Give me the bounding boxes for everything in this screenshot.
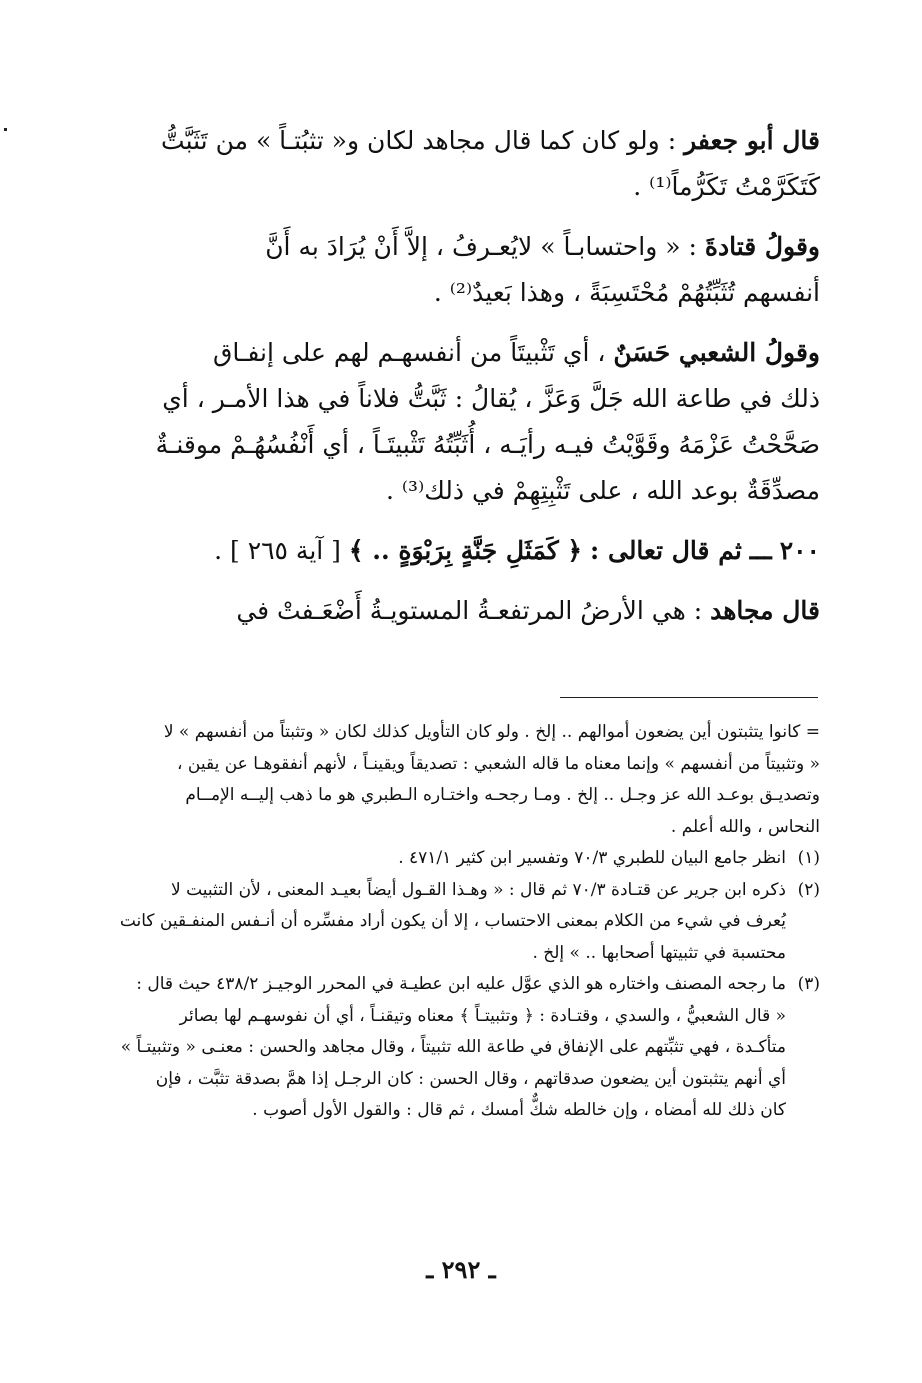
paragraph-shabi (80, 330, 820, 514)
paragraph-abu-jafar (80, 118, 820, 210)
footnote-line: يُعرف في شيء من الكلام بمعنى الاحتساب ، إلا أن يكون أراد مفسِّره أن أنـفس المنفـقين كانت (119, 911, 786, 931)
page-number: ـ ٢٩٢ ـ (426, 1255, 496, 1284)
paragraph-mujahid (80, 588, 820, 634)
footnote-number: (٢) (797, 879, 820, 900)
paragraph-line: ذلك في طاعة الله جَلَّ وَعَزَّ ، يُقالُ : ثَبَّتُّ فلاناً في هذا الأمـر ، أي (162, 384, 820, 413)
footnote-line: أي أنهم يتثبتون أين يضعون صدقاتهم ، وقال الحسن : كان الرجـل إذا همَّ بصدقة تثبَّت ، فإن (155, 1068, 786, 1089)
footnote-body (80, 969, 786, 1127)
paragraph-line: مصدِّقَةٌ بوعد الله ، على تَثْبِتِهِمْ في ذلك⁽³⁾ . (385, 476, 820, 505)
paragraph-lead: وقولُ الشعبي حَسَنٌ (613, 338, 820, 367)
footnotes (80, 717, 820, 1127)
footnote-continuation (80, 717, 820, 843)
paragraph-line (80, 118, 820, 164)
footnote-line: ذكره ابن جرير عن قتـادة ٧٠/٣ ثم قال : « وهـذا القـول أيضاً بعيـد المعنى ، لأن التثبيت لا (170, 879, 786, 900)
paragraph-line: صَحَّحْتُ عَزْمَهُ وقَوَّيْتُ فيـه رأيَـه ، أُثَبِّتُهُ تَثْبيتَـاً ، أي أَنْفُسُهُـمْ موقنـةٌ (155, 430, 820, 459)
footnote-1 (80, 843, 820, 875)
quran-quote: ﴿ كَمَثَلِ جَنَّةٍ بِرَبْوَةٍ .. ﴾ (348, 536, 583, 565)
footnote-line: « قال الشعبيُّ ، والسدي ، وقتـادة : ﴿ وتثبيتـاً ﴾ معناه وتيقنـاً ، أي أن نفوسهـم لها بصائر (179, 1005, 786, 1026)
paragraph-line: كَتَكَرَّمْتُ تَكَرُّماً⁽¹⁾ . (633, 172, 820, 201)
footnote-number: (١) (797, 848, 820, 868)
paragraph-text: : هي الأرضُ المرتفعـةُ المستويـةُ أَضْعَـفتْ في (236, 596, 703, 625)
footnote-3 (80, 969, 820, 1127)
paragraph-line (80, 224, 820, 270)
paragraph-lead: قال أبو جعفر (684, 126, 820, 155)
verse-heading (80, 528, 820, 574)
footnote-number: (٣) (797, 974, 820, 994)
verse-reference: [ آية ٢٦٥ ] . (214, 536, 341, 565)
margin-speck (4, 128, 7, 131)
paragraph-lead: قال مجاهد (710, 596, 820, 625)
paragraph-lead: وقولُ قتادةَ (704, 232, 820, 261)
paragraph-line: أنفسهم تُثَبِّتُهُمْ مُحْتَسِبَةً ، وهذا بَعيدٌ⁽²⁾ . (433, 278, 820, 307)
paragraph-qatada (80, 224, 820, 316)
footnote-line: محتسبة في تثبيتها أصحابها .. » إلخ . (532, 942, 786, 963)
footnote-divider (560, 697, 818, 698)
footnote-line: وتصديـق بوعـد الله عز وجـل .. إلخ . ومـا رجحـه واختـاره الـطبري هو ما ذهب إليــه الإمــام (185, 785, 820, 805)
footnote-line: كان ذلك لله أمضاه ، وإن خالطه شكٌّ أمسك ، ثم قال : والقول الأول أصوب . (252, 1100, 786, 1120)
verse-dash: ـــ (749, 536, 772, 565)
paragraph-line (80, 588, 820, 634)
paragraph-text: ، أي تَثْبيتَاً من أنفسهـم لهم على إنفـاق (213, 338, 606, 367)
paragraph-text: : ولو كان كما قال مجاهد لكان و« تثبُتـاً » من تَثَبَّتُّ (161, 126, 677, 155)
footnote-body (80, 843, 786, 875)
footnote-line: ما رجحه المصنف واختاره هو الذي عوَّل عليه ابن عطيـة في المحرر الوجيـز ٤٣٨/٢ حيث قال : (136, 974, 786, 994)
verse-number: ٢٠٠ (779, 536, 820, 565)
footnote-line: « وتثبيتاً من أنفسهم » وإنما معناه ما قاله الشعبي : تصديقاً ويقينـاً ، لأنهم أنفقوهـا عن يقين ، (177, 753, 820, 774)
footnote-line: متأكـدة ، فهي تثبِّتهم على الإنفاق في طاعة الله تثبيتاً ، وقال مجاهد والحسن : معنـى « وتثبيتـاً » (120, 1037, 786, 1057)
main-text (80, 118, 820, 648)
paragraph-text: : « واحتسابـاً » لايُعـرفُ ، إلاَّ أَنْ يُرَادَ به أَنَّ (265, 232, 697, 261)
footnote-body (80, 875, 786, 970)
footnote-line: النحاس ، والله أعلم . (670, 816, 820, 837)
verse-lead: ثم قال تعالى : (590, 536, 742, 565)
footnote-line: = كانوا يتثبتون أين يضعون أموالهم .. إلخ . ولو كان التأويل كذلك لكان « وتثبتاً من أنفسهم » لا (163, 722, 820, 742)
footnote-2 (80, 875, 820, 970)
footnote-line: انظر جامع البيان للطبري ٧٠/٣ وتفسير ابن كثير ٤٧١/١ . (398, 848, 786, 868)
paragraph-line (80, 330, 820, 376)
